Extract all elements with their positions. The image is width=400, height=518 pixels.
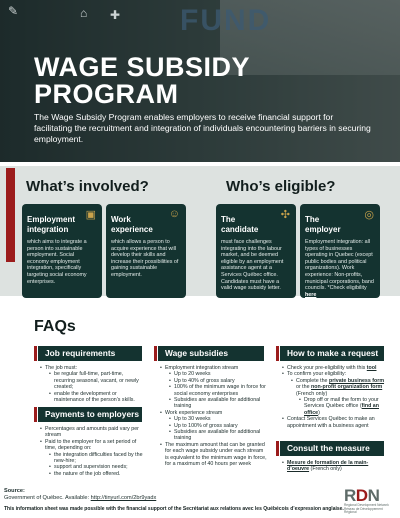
- measure-link[interactable]: Mesure de formation de la main-d’oeuvre: [287, 460, 369, 473]
- card-candidate: [216, 204, 296, 298]
- logo-wordmark: RDN: [344, 486, 380, 505]
- hero-background-word: FUND: [180, 4, 272, 37]
- logo-subtitle-fr: Réseau de Développement Régional: [344, 506, 383, 515]
- list-item: • Paid to the employer for a set period of time, depending on:: [40, 439, 144, 452]
- list-item: • Subsidies are available for additional training: [160, 429, 268, 442]
- hand-coin-icon: ◎: [364, 209, 374, 221]
- network-icon: ✣: [280, 209, 290, 221]
- lightbulb-icon: ✎: [8, 4, 19, 18]
- payments-heading: Payments to employers: [38, 407, 142, 422]
- page-title: WAGE SUBSIDY PROGRAM: [34, 52, 251, 109]
- find-office-link[interactable]: find an office: [304, 403, 379, 416]
- list-item: • enable the development or maintenance of the person’s skills.: [40, 391, 144, 404]
- list-item: • the nature of the job offered.: [40, 471, 144, 477]
- person-icon: ☺: [168, 208, 180, 220]
- card-text: must face challenges integrating into the labour market, and be deemed eligible by an employment assistance agent at a Services Québec office. Candidates must have a valid wage subsidy letter.: [221, 239, 284, 292]
- non-profit-form-link[interactable]: non-profit organization form: [311, 384, 383, 391]
- list-item: • Subsidies are available for additional training: [160, 397, 268, 410]
- card-title: The candidate: [221, 215, 259, 234]
- private-business-form-link[interactable]: private business form: [328, 377, 385, 384]
- briefcase-icon: ▣: [85, 209, 96, 221]
- list-item: • Work experience stream: [160, 410, 268, 416]
- chart-icon: ✚: [110, 8, 121, 22]
- wage-subsidies-heading: Wage subsidies: [158, 346, 264, 361]
- logo-subtitle-en: Regional Development Network: [344, 503, 389, 507]
- card-text: which allows a person to acquire experience that will develop their skills and increase their possibilities of gaining sustainable employment.: [111, 239, 179, 278]
- involved-eligible-section: [0, 166, 400, 296]
- source-line: Government of Québec. Available: http://tinyurl.com/2br9yadx: [4, 495, 157, 501]
- list-item: • Drop off or mail the form to your Services Québec office (find an office): [282, 397, 388, 416]
- source-link[interactable]: http://tinyurl.com/2br9yadx: [90, 495, 157, 501]
- card-text: Employment integration: all types of businesses operating in Quebec (except public bodies and political organizations). Work experience: Non-profits, municipal corporations, band councils. *Check eligibility here: [305, 239, 374, 298]
- list-item: • Up to 20 weeks: [160, 371, 268, 377]
- card-text: which aims to integrate a person into sustainable employment. Social economy employment integration, specifically targeting social economy enterprises.: [27, 239, 87, 285]
- list-item: • The job must:: [40, 365, 144, 371]
- funding-disclaimer: This information sheet was made possible with the financial support of the Secrétariat aux relations avec les Québécois d’expression anglaise.: [4, 506, 344, 512]
- list-item: • To confirm your eligibility:: [282, 371, 388, 377]
- list-item: • support and supervision needs;: [40, 464, 144, 470]
- source-note: [4, 488, 156, 502]
- card-employment-integration: [22, 204, 102, 298]
- job-requirements-content: [40, 365, 144, 403]
- card-work-experience: [106, 204, 186, 298]
- gift-icon: ⌂: [80, 6, 88, 20]
- list-item: • Check your pre-eligibility with this tool: [282, 365, 388, 371]
- pre-eligibility-tool-link[interactable]: tool: [366, 365, 377, 371]
- list-item: • 100% of the minimum wage in force for social economy enterprises: [160, 384, 268, 397]
- list-item: • Employment integration stream: [160, 365, 268, 371]
- payments-content: [40, 426, 144, 477]
- list-item: • The maximum amount that can be granted for each wage subsidy under each stream is equivalent to the minimum wage in force, for a maximum of 40 hours per week: [160, 442, 268, 468]
- rdn-logo: [344, 487, 396, 515]
- make-request-heading: How to make a request: [280, 346, 384, 361]
- source-label: Source:: [4, 488, 25, 494]
- card-title: Employment integration: [27, 215, 76, 234]
- card-employer: [300, 204, 380, 298]
- consult-measure-heading: Consult the measure: [280, 441, 384, 456]
- consult-measure-content: [282, 460, 382, 473]
- card-title: Work experience: [111, 215, 153, 234]
- section-accent-bar: [6, 168, 15, 262]
- list-item: • Up to 40% of gross salary: [160, 378, 268, 384]
- wage-subsidies-content: [160, 365, 268, 468]
- list-item: • Up to 30 weeks: [160, 416, 268, 422]
- make-request-content: [282, 365, 388, 429]
- card-title: The employer: [305, 215, 341, 234]
- hero-banner: [0, 0, 400, 162]
- list-item: • be regular full-time, part-time, recurring seasonal, vacant, or newly created;: [40, 371, 144, 390]
- list-item: • Contact Services Québec to make an appointment with a business agent: [282, 416, 388, 429]
- intro-text: The Wage Subsidy Program enables employers to receive financial support for facilitating the recruitment and integration of individuals encountering barriers in securing employment.: [34, 112, 371, 144]
- involved-heading: What’s involved?: [26, 178, 149, 195]
- faq-title: FAQs: [34, 318, 76, 335]
- list-item: • Complete the private business form or the non-profit organization form (French only): [282, 378, 388, 397]
- list-item: • Mesure de formation de la main-d’oeuvre (French only): [282, 460, 382, 473]
- list-item: • Up to 100% of gross salary: [160, 423, 268, 429]
- list-item: • the integration difficulties faced by the new-hire;: [40, 452, 144, 465]
- job-requirements-heading: Job requirements: [38, 346, 142, 361]
- list-item: • Percentages and amounts paid vary per stream: [40, 426, 144, 439]
- eligible-heading: Who’s eligible?: [226, 178, 336, 195]
- eligibility-link[interactable]: here: [305, 291, 317, 298]
